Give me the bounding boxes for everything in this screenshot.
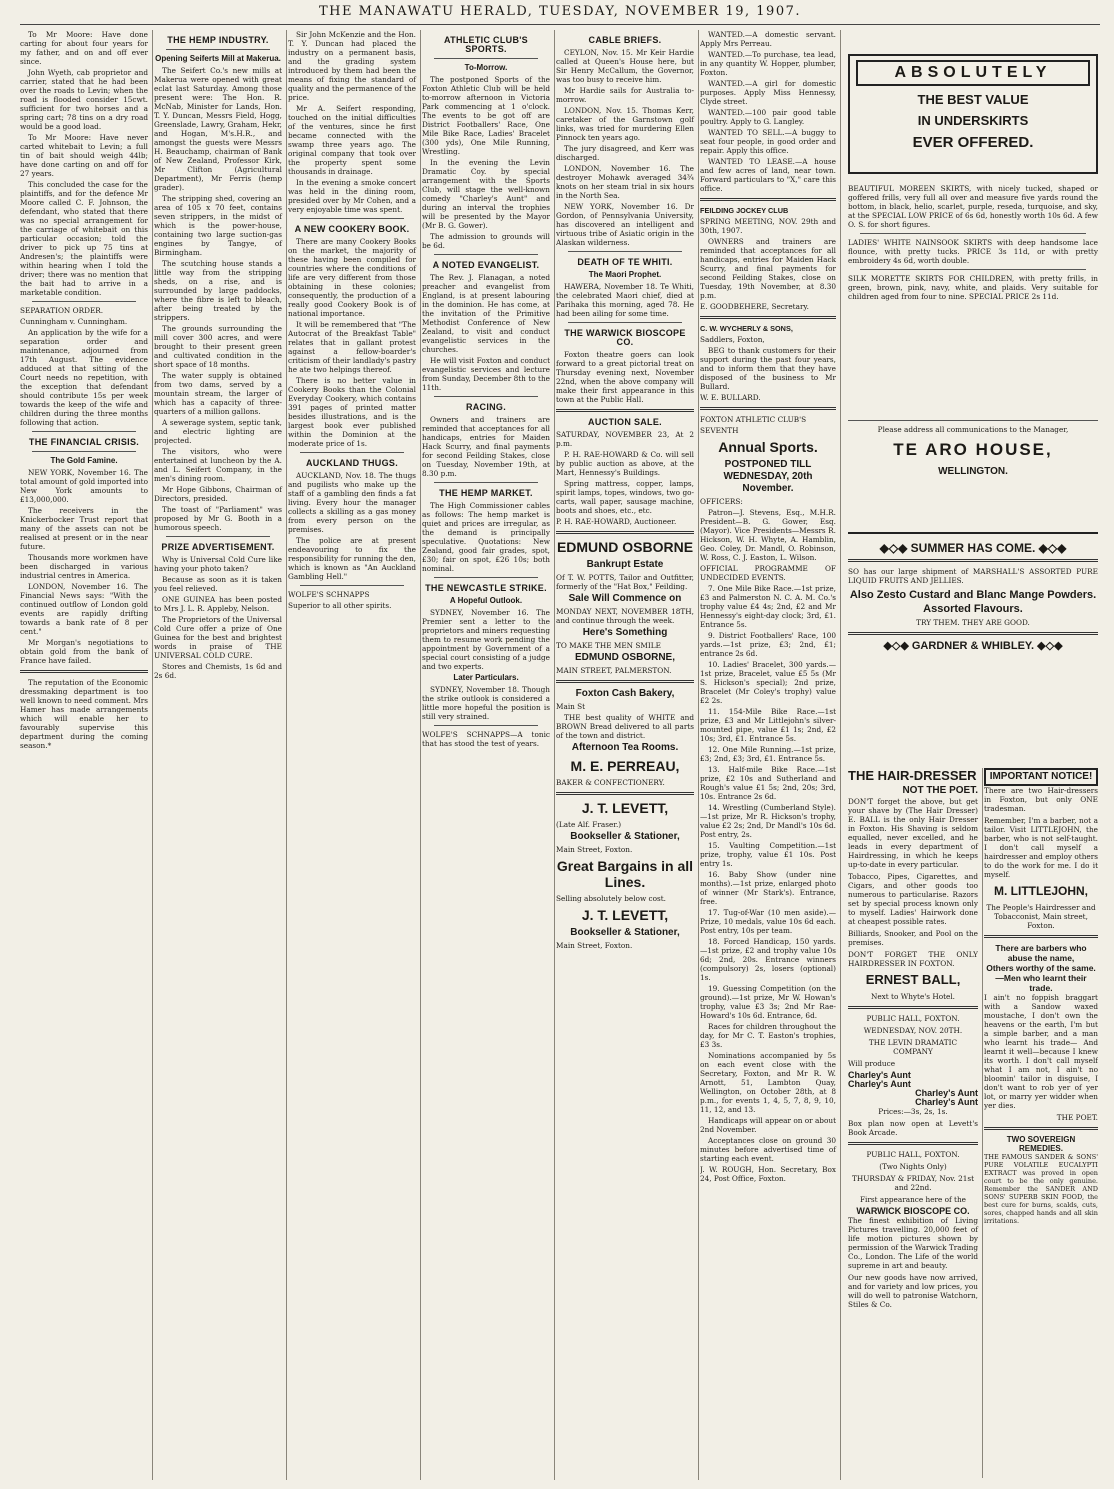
article-text: The water supply is obtained from two dams, served by a mountain stream, the larger of which has a capacity of three-quarters of a million gallons.: [154, 371, 282, 416]
ad-subtitle: POSTPONED TILL WEDNESDAY, 20th November.: [723, 459, 813, 494]
ad-title-text: GARDNER & WHIBLEY.: [911, 640, 1035, 652]
ad-text: Remember, I'm a barber, not a tailor. Visit LITTLEJOHN, the barber, who is not self-taught. I don't call myself a hairdresser and employ others to do the work for me. I do it myself.: [984, 816, 1098, 879]
ad-title: M. LITTLEJOHN,: [994, 884, 1088, 898]
article-heading: CABLE BRIEFS.: [588, 35, 662, 45]
ad-title: ◆◇◆ SUMMER HAS COME. ◆◇◆: [879, 541, 1067, 555]
article-text: LONDON, November 16. The Financial News says: "With the continued outflow of London gold events are rapidly drifting towards a bank rate of 8 per cent.": [20, 582, 148, 636]
ad-subtitle: —Men who learnt their trade.: [995, 973, 1087, 993]
article-text: The jury disagreed, and Kerr was discharged.: [556, 144, 694, 162]
ad-title: EDMUND OSBORNE: [556, 539, 694, 555]
event-item: 7. One Mile Bike Race.—1st prize, £3 and Palmerston N. C. A. M. Co.'s trophy value £4 4s; 2nd, £2 and Mr Hennessy's eight-day clock; 3rd, £1. Entrance 5s.: [700, 584, 836, 629]
ad-title: IMPORTANT NOTICE!: [984, 768, 1098, 786]
article-text: The High Commissioner cables as follows: The hemp market is quiet and prices are irregular, as the demand is principally speculative. Quotations: New Zealand, good fair grades, spot, £30; fair on spot, £26 10s; both nominal.: [422, 501, 550, 573]
ad-text: THE LEVIN DRAMATIC COMPANY: [868, 1038, 958, 1056]
underskirts-ad: [848, 54, 1098, 174]
article-subheading: To-Morrow.: [464, 63, 508, 72]
article-text: He will visit Foxton and conduct evangelistic services and lecture from Sunday, December 8th to the 11th.: [422, 356, 550, 392]
ad-text: THE FAMOUS SANDER & SONS' PURE VOLATILE EUCALYPTI EXTRACT was proved in open court to be the only genuine. Remember the SANDER AND SONS' SUPERB SKIN FOOD, the best cure for burns, scalds, cuts, sores, chapped hands and all skin irritations.: [984, 1153, 1098, 1225]
ad-subtitle: Afternoon Tea Rooms.: [571, 742, 679, 753]
ad-title: THE HAIR-DRESSER: [848, 768, 977, 783]
ad-title: Annual Sports.: [718, 439, 818, 455]
skirts-ad-body: [848, 184, 1098, 414]
event-item: 12. One Mile Running.—1st prize, £3; 2nd, £3; 3rd, £1. Entrance 5s.: [700, 745, 836, 763]
ad-heading: WOLFE'S SCHNAPPS: [288, 590, 370, 599]
article-text: LONDON, Nov. 15. Thomas Kerr, caretaker of the Garnstown golf links, was tried for murdering Ellen Pinnock ten years ago.: [556, 106, 694, 142]
ad-text: WEDNESDAY, NOV. 20TH.: [863, 1026, 963, 1035]
article-text: The admission to grounds will be 6d.: [422, 232, 550, 250]
ad-text: Races for children throughout the day, for Mr C. T. Easton's trophies, £3 3s.: [700, 1022, 836, 1049]
ad-text: MAIN STREET, PALMERSTON.: [556, 666, 672, 675]
ad-subtitle: There are barbers who abuse the name,: [995, 943, 1087, 963]
ad-subtitle: EDMUND OSBORNE,: [574, 652, 675, 663]
ad-heading: FEILDING JOCKEY CLUB: [700, 206, 789, 215]
ad-text: OFFICIAL PROGRAMME OF UNDECIDED EVENTS.: [700, 564, 836, 582]
poem-text: I ain't no foppish braggart with a Sandow waxed moustache, I don't own the heavens or the earth, I'm but a simple barber, and a man who learnt his trade— And learnt it well—because I knew its worth. I don't call myself what I am not, I ain't no bloomin' tailor in disguise, I don't want to rob yer of yer lot, or marry yer widder when yer dies.: [984, 993, 1098, 1110]
ad-subtitle: Sale Will Commence on: [568, 593, 682, 604]
court-text: To Mr Moore: Have never carted whitebait to Levin; a full tin of bait should weigh 44lb; have done carting on and off for 27 years.: [20, 133, 148, 178]
article-text: The grounds surrounding the mill cover 300 acres, and were brought to their present green and cultivated condition in the short space of 18 months.: [154, 324, 282, 369]
ad-text: BEAUTIFUL MOREEN SKIRTS, with nicely tucked, shaped or goffered frills, very full all over and measure five yards round the bottom, in black, helio, scarlet, purple, reseda, turquoise, and sky, at the SPECIAL LOW PRICE of 6s 6d, honestly worth 10s 6d. A few O. S. for short figures.: [848, 184, 1098, 229]
article-text: HAWERA, November 18. Te Whiti, the celebrated Maori chief, died at Parihaka this morning, aged 78. He had been ailing for some time.: [556, 282, 694, 318]
event-item: 11. 154-Mile Bike Race.—1st prize, £3 and Mr Littlejohn's silver-mounted pipe, value £1 1s; 2nd, £2 10s; 3rd, £1. Entrance 5s.: [700, 707, 836, 743]
article-text: The Seifert Co.'s new mills at Makerua were opened with great eclat last Saturday. Among those present were: The Hon. R. McNab, Minister for Lands, Hon. T. Y. Duncan, Messrs Field, Hogg, Greenslade, Lawry, Graham, Hekr, and Hogan, M's.H.R., and amongst the guests were Messrs H. Beauchamp, chairman of Bank of New Zealand, Professor Kirk, Mr Clifton (Agricultural Department), Mr Ferris (hemp grader).: [154, 66, 282, 192]
ad-title: ERNEST BALL,: [865, 972, 961, 987]
article-heading: RACING.: [465, 402, 507, 412]
article-text: The visitors, who were entertained at luncheon by the A. and L. Seifert Company, in the men's dining room.: [154, 447, 282, 483]
article-heading: A NOTED EVANGELIST.: [432, 260, 540, 270]
section-heading: SEPARATION ORDER.: [20, 306, 104, 315]
ad-text: TO MAKE THE MEN SMILE: [556, 641, 661, 650]
article-text: Sir John McKenzie and the Hon. T. Y. Duncan had placed the industry on a permanent basis, and the grading system introduced by them had been the means of fixing the standard of quality and the permanence of the price.: [288, 30, 416, 102]
article-text: There is no better value in Cookery Books than the Colonial Everyday Cookery, which contains 391 pages of printed matter besides illustrations, and is the largest book ever published within the Dominion at the moderate price of 1s.: [288, 376, 416, 448]
article-text: The police are at present endeavouring to fix the responsibility for running the den, which is known as "An Auckland Gambling Hell.": [288, 536, 416, 581]
ad-text: THE POET.: [1056, 1113, 1098, 1122]
ad-subtitle: WARWICK BIOSCOPE CO.: [856, 1206, 970, 1216]
article-text: Stores and Chemists, 1s 6d and 2s 6d.: [154, 662, 282, 680]
court-text: This concluded the case for the plaintiffs, and for the defence Mr Moore called C. F. Johnson, the defendant, who stated that there was no special arrangement for the carriage of whitebait on this particular occasion; told the driver to pick up 75 tins at Andresen's; the plaintiffs were within hearing when I told the driver; there was no mention that the bait had to arrive in a marketable condition.: [20, 180, 148, 297]
classified-ad: WANTED.—A girl for domestic purposes. Apply Miss Hennessy, Clyde street.: [700, 79, 836, 106]
ad-text: Prices:—3s, 2s, 1s.: [878, 1107, 948, 1116]
ad-subtitle: TWO SOVEREIGN REMEDIES.: [1006, 1135, 1076, 1153]
column-5: [556, 30, 699, 1480]
play-title: Charley's Aunt: [848, 1079, 911, 1089]
ad-subtitle: Also Zesto Custard and Blanc Mange Powders. Assorted Flavours.: [849, 589, 1097, 615]
court-text: To Mr Moore: Have done carting for about four years for my father, and on and off ever since.: [20, 30, 148, 66]
ad-text: Our new goods have now arrived, and for variety and low prices, you will do well to patronise Watchorn, Stiles & Co.: [848, 1273, 978, 1309]
ad-line: IN UNDERSKIRTS: [917, 113, 1029, 128]
ad-title: Great Bargains in all Lines.: [556, 858, 694, 890]
ad-line: EVER OFFERED.: [912, 134, 1034, 151]
ad-text: Main Street, Foxton.: [556, 845, 633, 854]
ad-text: The People's Hairdresser and Tobacconist, Main street, Foxton.: [986, 903, 1096, 930]
ad-text: DON'T forget the above, but get your shave by (The Hair Dresser) E. BALL is the only Hair Dresser in Foxton. His Shaving is seldom equalled, never excelled, and he leads in every department of Hairdressing, in which he keeps up-to-date in every particular.: [848, 797, 978, 869]
ad-text: OWNERS and trainers are reminded that acceptances for all handicaps, entries for Maiden Hack Scurry, and final payments for second Feilding Stakes, close on Tuesday, 19th November, at 8.30 p.m.: [700, 237, 836, 300]
ad-text: P. H. RAE-HOWARD, Auctioneer.: [556, 517, 677, 526]
article-text: The stripping shed, covering an area of 105 x 70 feet, contains seven strippers, in the midst of which is the power-house, containing two large suction-gas engines by Tangye, of Birmingham.: [154, 194, 282, 257]
article-text: Mr Hardie sails for Australia to-morrow.: [556, 86, 694, 104]
ad-text: OFFICERS:: [700, 497, 743, 506]
article-subheading: Later Particulars.: [453, 673, 519, 682]
article-text: Mr A. Seifert responding, touched on the initial difficulties of the ventures, since he first became connected with the swamp three years ago. The original company that took over the property spent some thousands in drainage.: [288, 104, 416, 176]
ad-subtitle: Others worthy of the same.: [986, 963, 1096, 973]
article-text: SYDNEY, November 16. The Premier sent a letter to the proprietors and miners requesting them to resume work pending the appointment by Government of a special court consisting of a judge and two experts.: [422, 608, 550, 671]
event-item: 10. Ladies' Bracelet, 300 yards.—1st prize, Bracelet, value £5 5s (Mr S. Hickson's special); 2nd prize, Bracelet (Mr Coley's trophy) value £2 2s.: [700, 660, 836, 705]
ad-title: M. E. PERREAU,: [570, 758, 680, 774]
ad-text: Selling absolutely below cost.: [556, 894, 666, 903]
ad-text: SATURDAY, NOVEMBER 23, At 2 p.m.: [556, 430, 694, 448]
ad-text: Please address all communications to the Manager,: [877, 425, 1069, 434]
ad-text: The finest exhibition of Living Pictures travelling. 20,000 feet of life motion pictures shown by permission of the Warwick Trading Co., London. The Life of the world supreme in art and beauty.: [848, 1216, 978, 1270]
classified-ad: WANTED TO LEASE.—A house and few acres of land, near town. Forward particulars to "X," care this office.: [700, 157, 836, 193]
column-6: [700, 30, 841, 1480]
article-heading: THE WARWICK BIOSCOPE CO.: [564, 328, 686, 347]
court-text: John Wyeth, cab proprietor and carrier, stated that he had been over the roads to Levin; when the road is flooded consider 15cwt. sufficient for two horses and a spring cart; 78 tins on a dry road would be a good load.: [20, 68, 148, 131]
article-subheading: The Gold Famine.: [50, 456, 118, 465]
article-text: LONDON, November 16. The destroyer Mohawk averaged 34¾ knots on her steam trial in six hours in the North Sea.: [556, 164, 694, 200]
ad-title: J. T. LEVETT,: [581, 800, 669, 816]
ad-text: Handicaps will appear on or about 2nd November.: [700, 1116, 836, 1134]
ad-subtitle: Bookseller & Stationer,: [570, 927, 680, 938]
ad-text: Saddlers, Foxton,: [700, 335, 765, 344]
article-text: ONE GUINEA has been posted to Mrs J. L. R. Appleby, Nelson.: [154, 595, 282, 613]
hairdresser-column: [848, 768, 983, 1478]
article-heading: THE FINANCIAL CRISIS.: [28, 437, 140, 447]
ad-text: Next to Whyte's Hotel.: [870, 992, 956, 1001]
column-1: [20, 30, 153, 1480]
event-item: 16. Baby Show (under nine months).—1st prize, enlarged photo of winner (Mr Stark's). Entrance, free.: [700, 870, 836, 906]
column-3: [288, 30, 421, 1480]
ad-subtitle: NOT THE POET.: [902, 785, 978, 796]
article-text: Foxton theatre goers can look forward to a great pictorial treat on Thursday evening next, November 22nd, when the above company will make their first appearance in this town at the Public Hall.: [556, 350, 694, 404]
ad-text: DON'T FORGET THE ONLY HAIRDRESSER IN FOXTON.: [848, 950, 978, 968]
classified-ad: WANTED.—100 pair good table poultry. Apply to G. Langley.: [700, 108, 836, 126]
article-heading: THE HEMP INDUSTRY.: [167, 35, 269, 45]
ad-title: Foxton Cash Bakery,: [575, 688, 675, 699]
ad-text: Patron—J. Stevens, Esq., M.H.R. President—B. G. Gower, Esq. (Mayor). Vice Presidents—Messrs R. Hickson, W. H. Whyte, A. Hamblin, Geo. Coley, Dr. Mandl, O. Robinson, W. Ross, C. J. Easton, L. Wilson.: [700, 508, 836, 562]
summer-ad: [848, 532, 1098, 768]
ad-text: J. W. ROUGH, Hon. Secretary, Box 24, Post Office, Foxton.: [700, 1165, 836, 1183]
ad-subtitle: Bankrupt Estate: [586, 559, 664, 570]
article-heading: THE NEWCASTLE STRIKE.: [425, 583, 547, 593]
ad-heading: AUCTION SALE.: [588, 417, 662, 427]
article-text: The receivers in the Knickerbocker Trust report that many of the assets can not be realised at present or in the near future.: [20, 506, 148, 551]
ad-text: FOXTON ATHLETIC CLUB'S: [700, 415, 807, 424]
ad-banner: ABSOLUTELY: [856, 60, 1090, 86]
article-text: CEYLON, Nov. 15. Mr Keir Hardie called at Queen's House here, but Sir Henry McCallum, the Governor, was too busy to receive him.: [556, 48, 694, 84]
event-item: 17. Tug-of-War (10 men aside).—Prize, 10 medals, value 10s 6d each. Post entry, 10s per team.: [700, 908, 836, 935]
ad-text: THURSDAY & FRIDAY, Nov. 21st and 22nd.: [851, 1174, 975, 1192]
ad-text: Main Street, Foxton.: [556, 941, 633, 950]
article-text: In the evening the Levin Dramatic Coy. by special arrangement with the Sports Club, will stage the well-known comedy "Charley's Aunt" and during an interval the trophies will be presented by the Mayor (Mr B. G. Gower).: [422, 158, 550, 230]
article-text: It will be remembered that "The Autocrat of the Breakfast Table" relates that in gallant protest against a fellow-boarder's criticism of their landlady's pastry he ate two helpings thereof.: [288, 320, 416, 374]
article-text: In the evening a smoke concert was held in the dining room, presided over by Mr Cohen, and a very enjoyable time was spent.: [288, 178, 416, 214]
ad-text: Box plan now open at Levett's Book Arcade.: [848, 1119, 978, 1137]
article-text: A sewerage system, septic tank, and electric lighting are projected.: [154, 418, 282, 445]
article-text: Thousands more workmen have been discharged in various industrial centres in America.: [20, 553, 148, 580]
ad-subtitle: Here's Something: [582, 627, 668, 638]
ad-title: ◆◇◆ GARDNER & WHIBLEY. ◆◇◆: [883, 640, 1063, 652]
event-item: 19. Guessing Competition (on the ground).—1st prize, Mr W. Howan's trophy, value £3 3s; 2nd Mr Rae-Howard's 10s 6d. Entrance, 6d.: [700, 984, 836, 1020]
article-subheading: Opening Seiferts Mill at Makerua.: [155, 54, 281, 63]
ad-text: PUBLIC HALL, FOXTON.: [866, 1150, 960, 1159]
article-text: Mr Hope Gibbons, Chairman of Directors, presided.: [154, 485, 282, 503]
ad-text: SEVENTH: [700, 426, 739, 435]
article-text: SYDNEY, November 18. Though the strike outlook is considered a little more hopeful the position is still very strained.: [422, 685, 550, 721]
ad-line: THE BEST VALUE: [917, 92, 1029, 107]
article-heading: THE HEMP MARKET.: [439, 488, 533, 498]
ad-text: E. GOODBEHERE, Secretary.: [700, 302, 809, 311]
ad-text: THE best quality of WHITE and BROWN Bread delivered to all parts of the town and district.: [556, 713, 694, 740]
ad-text: Billiards, Snooker, and Pool on the premises.: [848, 929, 978, 947]
ad-text: PUBLIC HALL, FOXTON.: [866, 1014, 960, 1023]
ad-title-text: SUMMER HAS COME.: [910, 541, 1036, 555]
ad-text: SILK MORETTE SKIRTS FOR CHILDREN, with pretty frills, in green, brown, pink, navy, white, and plaids. Very suitable for children aged from four to nine. SPECIAL PRICE 2s 11d.: [848, 274, 1098, 301]
ad-text: (Two Nights Only): [879, 1162, 947, 1171]
article-text: Why is Universal Cold Cure like having your photo taken?: [154, 555, 282, 573]
ad-text: (Late Alf. Fraser.): [556, 820, 622, 829]
play-title: Charley's Aunt: [915, 1097, 978, 1107]
ad-subtitle: Bookseller & Stationer,: [570, 831, 680, 842]
article-heading: ATHLETIC CLUB'S SPORTS.: [444, 35, 528, 54]
article-subheading: The Maori Prophet.: [588, 270, 662, 279]
article-heading: AUCKLAND THUGS.: [306, 458, 398, 468]
ad-text: Nominations accompanied by 5s on each event close with the Secretary, Foxton, and Mr R. W. Arnott, 51, Lambton Quay, Wellington, on October 28th, at 8 p.m., for events 1, 4, 5, 7, 8, 9, 10, 11, 12, and 13.: [700, 1051, 836, 1114]
important-notice-column: [984, 768, 1098, 1478]
ad-text: BEG to thank customers for their support during the past four years, and to inform them that they have disposed of the business to Mr Bullard.: [700, 346, 836, 391]
event-item: 13. Half-mile Bike Race.—1st prize, £2 10s and Sutherland and Rough's value £1 5s; 2nd, 20s; 3rd, 10s. Entrance 2s 6d.: [700, 765, 836, 801]
article-text: The postponed Sports of the Foxton Athletic Club will be held to-morrow afternoon in Victoria Park commencing at 1 o'clock. The events to be got off are District Footballers' Race, One Mile Bike Race, Ladies' Bracelet (300 yds), One Mile Running, Wrestling.: [422, 75, 550, 156]
ad-text: BAKER & CONFECTIONERY.: [556, 778, 665, 787]
article-text: Because as soon as it is taken you feel relieved.: [154, 575, 282, 593]
article-heading: DEATH OF TE WHITI.: [577, 257, 673, 267]
ad-title: J. T. LEVETT,: [581, 907, 669, 923]
case-title: Cunningham v. Cunningham.: [20, 317, 128, 326]
ad-heading: C. W. WYCHERLY & SONS,: [700, 324, 793, 333]
article-text: The Proprietors of the Universal Cold Cure offer a prize of One Guinea for the best and brightest words in praise of THE UNIVERSAL COLD CURE.: [154, 615, 282, 660]
ad-text: First appearance here of the: [859, 1195, 966, 1204]
article-text: AUCKLAND, Nov. 18. The thugs and pugilists who make up the staff of a gambling den finds a fat living. Every hour the manager collects a skilling as a gas money from every person on the premises.: [288, 471, 416, 534]
article-text: There are many Cookery Books on the market, the majority of these having been compiled for countries where the conditions of life are very different from those obtaining in these colonies; consequently, the production of a really good Cookery Book is of national importance.: [288, 237, 416, 318]
ad-text: There are two Hair-dressers in Foxton, but only ONE tradesman.: [984, 786, 1098, 813]
article-text: The scutching house stands a little way from the stripping sheds, on a rise, and is surrounded by large paddocks, where the fibre is left to bleach, after being treated by the strippers.: [154, 259, 282, 322]
article-text: Owners and trainers are reminded that acceptances for all handicaps, entries for Maiden Hack Scurry, and final payments for second Feilding Stakes, close on Tuesday, November 19th, at 8.30 p.m.: [422, 415, 550, 478]
ad-text: SPRING MEETING, NOV. 29th and 30th, 1907.: [700, 217, 836, 235]
play-title: Charley's Aunt: [848, 1070, 911, 1080]
ad-text: P. H. RAE-HOWARD & Co. will sell by public auction as above, at the Mart, Hennessy's Buildings.: [556, 450, 694, 477]
ad-text: Tobacco, Pipes, Cigarettes, and Cigars, and other goods too numerous to particularise. Razors set by special process known only to myself. Ladies' Hairwork done at cheapest possible rates.: [848, 872, 978, 926]
ad-text: TRY THEM. THEY ARE GOOD.: [916, 618, 1030, 627]
ad-text: Of T. W. POTTS, Tailor and Outfitter, formerly of the "Hat Box," Feilding.: [556, 573, 694, 591]
ad-text: Main St: [556, 702, 586, 711]
column-2: [154, 30, 287, 1480]
classified-ad: WANTED.—A domestic servant. Apply Mrs Perreau.: [700, 30, 836, 48]
ad-text: MONDAY NEXT, NOVEMBER 18TH, and continue through the week.: [556, 607, 694, 625]
article-text: NEW YORK, November 16. Dr Gordon, of Pennsylvania University, has discovered an intelligent and virtuous tribe of Asiatic origin in the Alaskan wilderness.: [556, 202, 694, 247]
article-text: The toast of "Parliament" was proposed by Mr G. Booth in a humorous speech.: [154, 505, 282, 532]
event-item: 18. Forced Handicap, 150 yards.—1st prize, £2 and trophy value 10s 6d; 2nd, 20s. Entrance winners (compulsory) 2s, losers (optional) 1s.: [700, 937, 836, 982]
article-subheading: A Hopeful Outlook.: [449, 596, 523, 605]
ad-text: SO has our large shipment of MARSHALL'S ASSORTED PURE LIQUID FRUITS AND JELLIES.: [848, 567, 1098, 585]
ad-text: Spring mattress, copper, lamps, spirit lamps, topes, windows, two go-carts, wall paper, sausage machine, boots and shoes, etc., etc.: [556, 479, 694, 515]
article-text: NEW YORK, November 16. The total amount of gold imported into New York amounts to £13,000,000.: [20, 468, 148, 504]
ad-text: W. E. BULLARD.: [700, 393, 761, 402]
ad-text: Acceptances close on ground 30 minutes before advertised time of starting each event.: [700, 1136, 836, 1163]
te-aro-ad: [848, 420, 1098, 519]
ad-text: LADIES' WHITE NAINSOOK SKIRTS with deep handsome lace flounce, with pretty tucks. PRICE 3s 11d, or with pretty embroidery 4s 6d, worth double.: [848, 238, 1098, 265]
event-item: 15. Vaulting Competition.—1st prize, trophy, value £1 10s. Post entry 1s.: [700, 841, 836, 868]
ad-text: WOLFE'S SCHNAPPS—A tonic that has stood the test of years.: [422, 730, 550, 748]
notice-text: The reputation of the Economic dressmaking department is too well known to need comment. Mrs Hamer has made arrangements which will enable her to favourably supervise this department during the coming season.*: [20, 678, 148, 750]
ad-subtitle: WELLINGTON.: [938, 466, 1008, 477]
masthead: THE MANAWATU HERALD, TUESDAY, NOVEMBER 19, 1907.: [20, 4, 1100, 25]
article-text: Mr Morgan's negotiations to obtain gold from the bank of France have failed.: [20, 638, 148, 665]
ad-text: Superior to all other spirits.: [288, 601, 392, 610]
column-4: [422, 30, 555, 1480]
event-item: 9. District Footballers' Race, 100 yards.—1st prize, £3; 2nd, £1; entrance 2s 6d.: [700, 631, 836, 658]
classified-ad: WANTED.—To purchase, tea lead, in any quantity W. Hopper, plumber, Foxton.: [700, 50, 836, 77]
ad-title: TE ARO HOUSE,: [893, 440, 1053, 459]
classified-ad: WANTED TO SELL.—A buggy to seat four people, in good order and repair. Apply this office.: [700, 128, 836, 155]
article-heading: A NEW COOKERY BOOK.: [294, 224, 410, 234]
ad-text: Will produce: [848, 1059, 896, 1068]
event-item: 14. Wrestling (Cumberland Style).—1st prize, Mr R. Hickson's trophy, value £2 2s; 2nd, Dr Mandl's 10s 6d. Post entry, 2s.: [700, 803, 836, 839]
court-text: An application by the wife for a separation order and maintenance, adjourned from 17th August. The evidence adduced at that sitting of the Court needs no repetition, with the exception that defendant should contribute 15s per week towards the keep of the wife and children during the three months following that action.: [20, 328, 148, 427]
article-text: The Rev. J. Flanagan, a noted preacher and evangelist from England, is at present labouring in the dominion. He has come, at the invitation of the Primitive Methodist Conference of New Zealand, to visit and conduct evangelistic services in the churches.: [422, 273, 550, 354]
play-title: Charley's Aunt: [915, 1088, 978, 1098]
article-heading: PRIZE ADVERTISEMENT.: [161, 542, 275, 552]
